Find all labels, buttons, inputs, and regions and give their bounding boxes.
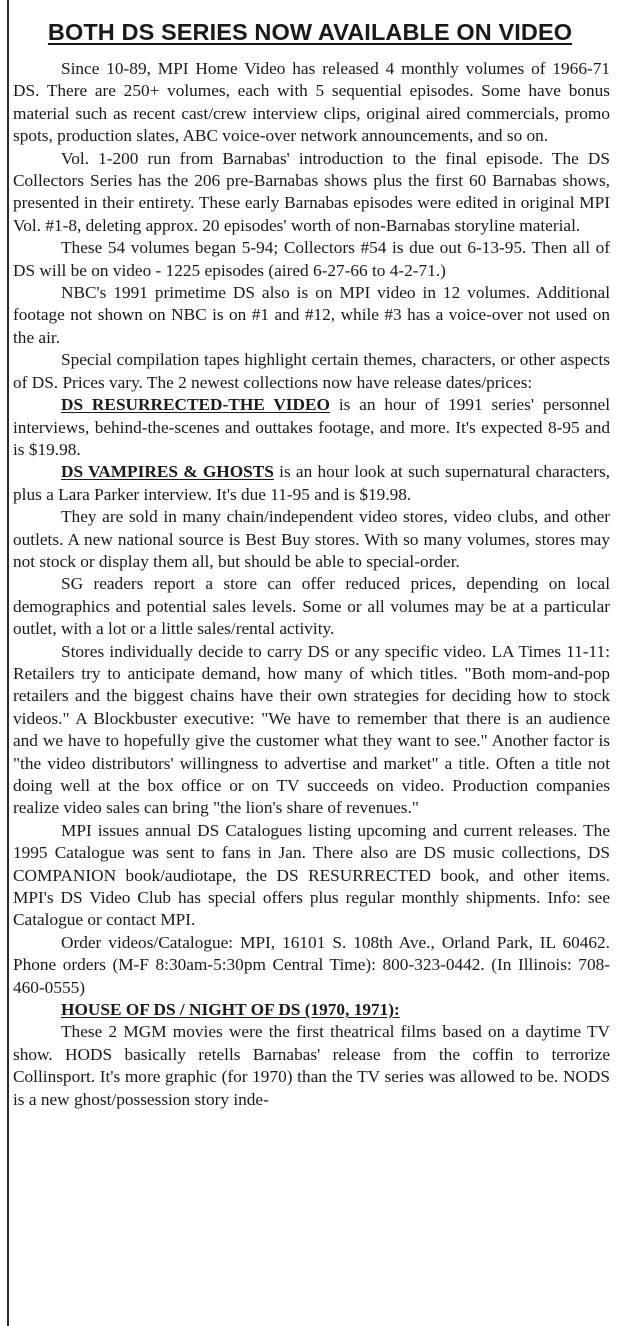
paragraph-stores: They are sold in many chain/independent video stores, video clubs, and other outlets. A new national source is Best Buy stores. With so many volumes, stores may not stock or display them all, but should be able to special-order. — [13, 507, 610, 571]
paragraph-order-info: Order videos/Catalogue: MPI, 16101 S. 108th Ave., Orland Park, IL 60462. Phone orders (M-F 8:30am-5:30pm Central Time): 800-323-0442. (In Illinois: 708-460-0555) — [13, 932, 610, 997]
subheading-movies: HOUSE OF DS / NIGHT OF DS (1970, 1971): — [61, 1000, 400, 1020]
paragraph-collectors-series: These 54 volumes began 5-94; Collectors #54 is due out 6-13-95. Then all of DS will be on video - 1225 episodes (aired 6-27-66 to 4-2-71.) — [13, 238, 610, 280]
paragraph-video-releases: Since 10-89, MPI Home Video has released 4 monthly volumes of 1966-71 DS. There are 250+ volumes, each with 5 sequential episodes. Some have bonus material such as recent cast/crew interview clips, original aired commercials, promo spots, production slates, ABC voice-over network announcements, and so on. — [13, 59, 610, 146]
paragraph-la-times: Stores individually decide to carry DS or any specific video. LA Times 11-11: Retailers try to anticipate demand, how many of which titles. "Both mom-and-pop retailers and the biggest chains have their own strategies for deciding how to stock videos." A Blockbuster executive: "We have to remember that there is an audience and we have to hopefully give the customer what they want to see." Another factor is "the video distributors' willingness to advertise and market" a title. Often a title not doing well at the box office or on TV succeeds on video. Production companies realize video sales can bring "the lion's share of revenues." — [13, 641, 610, 818]
article-body — [13, 58, 610, 1111]
title-ds-resurrected: DS RESURRECTED-THE VIDEO — [61, 395, 330, 415]
left-column-rule — [7, 0, 9, 1326]
paragraph-sg-readers: SG readers report a store can offer reduced prices, depending on local demographics and potential sales levels. Some or all volumes may be at a particular outlet, with a lot or a little sales/rental activity. — [13, 574, 610, 639]
text-ds-vampires: is an hour look at such supernatural characters, plus a Lara Parker interview. It's due 11-95 and is $19.98. — [13, 462, 610, 504]
paragraph-nbc-series: NBC's 1991 primetime DS also is on MPI video in 12 volumes. Additional footage not shown on NBC is on #1 and #12, while #3 has a voice-over not used on the air. — [13, 283, 610, 347]
headline: BOTH DS SERIES NOW AVAILABLE ON VIDEO — [47, 19, 573, 45]
paragraph-ds-resurrected — [13, 394, 610, 461]
paragraph-catalogues: MPI issues annual DS Catalogues listing upcoming and current releases. The 1995 Catalogue was sent to fans in Jan. There also are DS music collections, DS COMPANION book/audiotape, the DS RESURRECTED book, and other items. MPI's DS Video Club has special offers plus regular monthly shipments. Info: see Catalogue or contact MPI. — [13, 820, 610, 930]
title-ds-vampires: DS VAMPIRES & GHOSTS — [61, 462, 274, 482]
paragraph-ds-vampires — [13, 461, 610, 506]
paragraph-compilation-tapes: Special compilation tapes highlight certain themes, characters, or other aspects of DS. Prices vary. The 2 newest collections now have release dates/prices: — [13, 350, 610, 392]
text-ds-resurrected: is an hour of 1991 series' personnel interviews, behind-the-scenes and outtakes footage, and more. It's expected 8-95 and is $19.98. — [13, 395, 610, 459]
paragraph-mgm-movies: These 2 MGM movies were the first theatrical films based on a daytime TV show. HODS basically retells Barnabas' release from the coffin to terrorize Collinsport. It's more graphic (for 1970) than the TV series was allowed to be. NODS is a new ghost/possession story inde- — [13, 1022, 610, 1109]
paragraph-volume-range: Vol. 1-200 run from Barnabas' introduction to the final episode. The DS Collectors Series has the 206 pre-Barnabas shows plus the first 60 Barnabas shows, presented in their entirety. These early Barnabas episodes were edited in original MPI Vol. #1-8, deleting approx. 20 episodes' worth of non-Barnabas storyline material. — [13, 148, 610, 235]
